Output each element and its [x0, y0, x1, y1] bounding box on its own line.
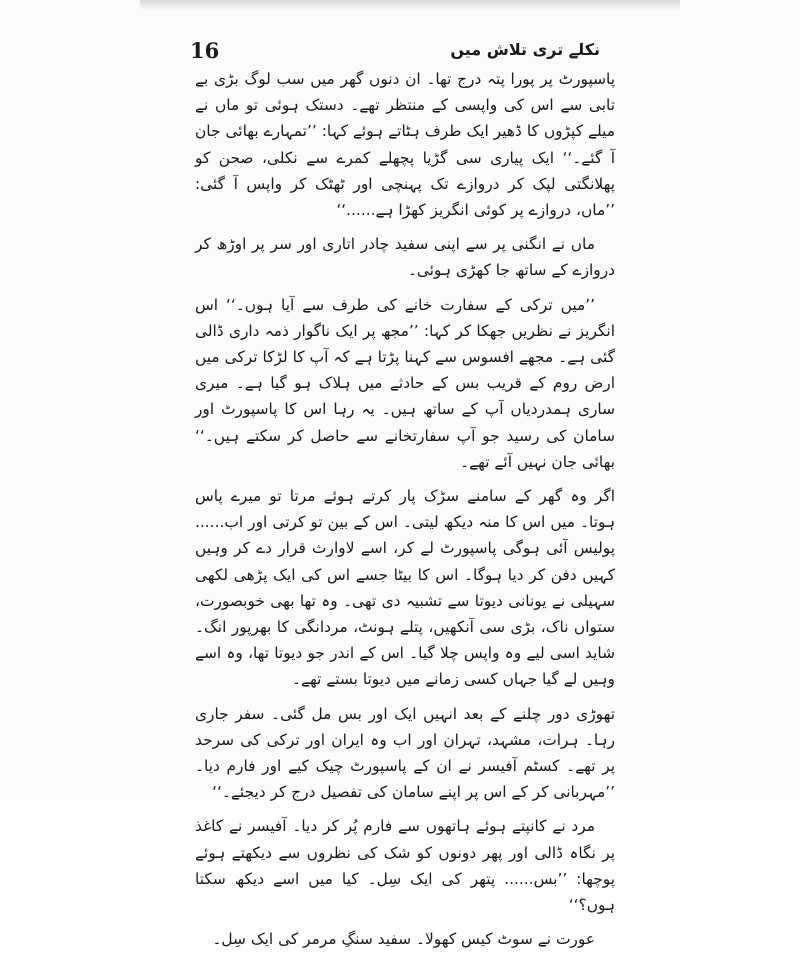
body-text [195, 66, 615, 961]
page-number: 16 [190, 38, 220, 63]
page-top-edge [140, 0, 680, 10]
paragraph: اگر وہ گھر کے سامنے سڑک پار کرتے ہوئے مرتا تو میرے پاس ہوتا۔ میں اس کا منہ دیکھ لیتی۔ اس کے بین تو کرتی اور اب...... پولیس آئی ہوگی پاسپورٹ لے کر، اسے لاوارث قرار دے کر وہیں کہیں دفن کر دیا ہوگا۔ اس کا بیٹا جسے اس کی ایک پڑھی لکھی سہیلی نے یونانی دیوتا سے تشبیہ دی تھی۔ وہ تھا بھی خوبصورت، ستواں ناک، بڑی سی آنکھیں، پتلے ہونٹ، مردانگی کا بھرپور انگ۔ شاید اسی لیے وہ واپس چلا گیا۔ اس کے اندر جو دیوتا تھا، وہ اسے وہیں لے گیا جہاں کسی زمانے میں دیوتا بستے تھے۔ [195, 487, 615, 689]
paragraph: ’’میں ترکی کے سفارت خانے کی طرف سے آیا ہوں۔‘‘ اس انگریز نے نظریں جھکا کر کہا: ’’مجھ پر ایک ناگوار ذمہ داری ڈالی گئی ہے۔ مجھے افسوس سے کہنا پڑتا ہے کہ آپ کا لڑکا ترکی میں ارض روم کے قریب بس کے حادثے میں ہلاک ہو گیا ہے۔ میری ساری ہمدردیاں آپ کے ساتھ ہیں۔ یہ رہا اس کا پاسپورٹ اور سامان کی رسید جو آپ سفارتخانے سے حاصل کر سکتے ہیں۔‘‘ بھائی جان نہیں آئے تھے۔ [195, 295, 615, 471]
paragraph: ماں نے انگنی پر سے اپنی سفید چادر اتاری اور سر پر اوڑھ کر دروازے کے ساتھ جا کھڑی ہوئی۔ [195, 235, 615, 280]
paragraph: مرد نے کانپتے ہوئے ہاتھوں سے فارم پُر کر دیا۔ آفیسر نے کاغذ پر نگاہ ڈالی اور پھر دونوں کو شک کی نظروں سے دیکھتے ہوئے پوچھا: ’’بس...... پتھر کی ایک سِل۔ کیا میں اسے دیکھ سکتا ہوں؟‘‘ [195, 817, 615, 915]
running-header [190, 38, 600, 68]
paragraph: پاسپورٹ پر پورا پتہ درج تھا۔ ان دنوں گھر میں سب لوگ بڑی بے تابی سے اس کی واپسی کے منتظر تھے۔ دستک ہوئی تو ماں نے میلے کپڑوں کا ڈھیر ایک طرف ہٹاتے ہوئے کہا: ’’تمہارے بھائی جان آ گئے۔‘‘ ایک پیاری سی گڑیا پچھلے کمرے سے نکلی، صحن کو پھلانگتی لپک کر دروازے تک پہنچی اور ٹھٹک کر واپس آ گئی: ’’ماں، دروازے پر کوئی انگریز کھڑا ہے......‘‘ [195, 70, 615, 220]
paragraph: عورت نے سوٹ کیس کھولا۔ سفید سنگِ مرمر کی ایک سِل۔ [212, 930, 595, 949]
book-title: نکلے تری تلاش میں [450, 40, 600, 59]
paragraph: تھوڑی دور چلنے کے بعد انہیں ایک اور بس مل گئی۔ سفر جاری رہا۔ ہرات، مشہد، تہران اور اب وہ ایران اور ترکی کی سرحد پر تھے۔ کسٹم آفیسر نے ان کے پاسپورٹ چیک کیے اور فارم دیا۔ ’’مہربانی کر کے اس پر اپنے سامان کی تفصیل درج کر دیجئے۔‘‘ [195, 704, 615, 802]
